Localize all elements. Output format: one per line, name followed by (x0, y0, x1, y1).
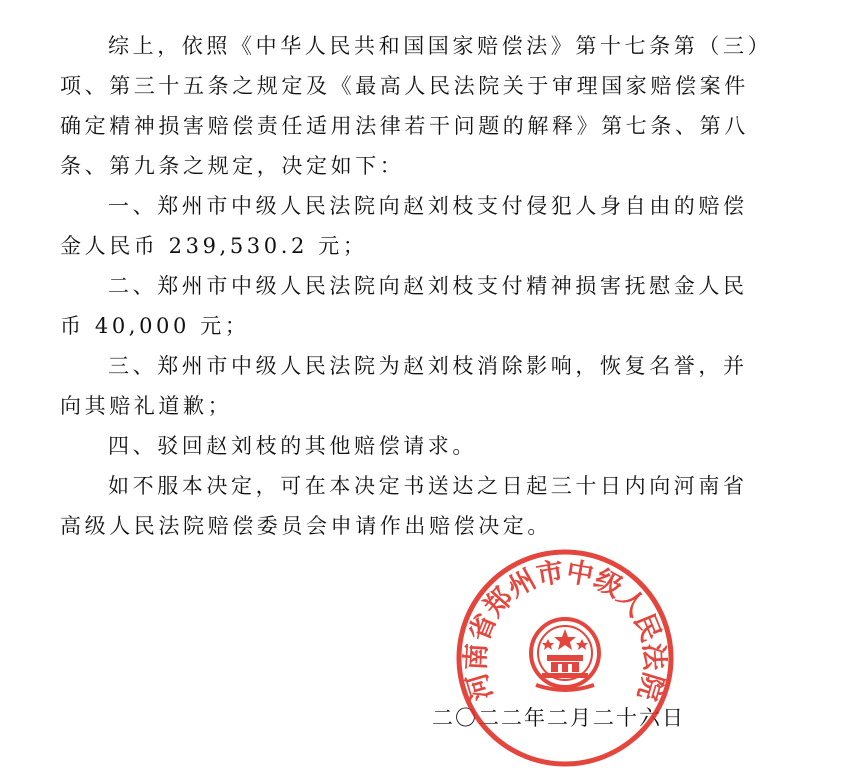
decision-date: 二〇二二年二月二十六日 (432, 706, 685, 730)
text-line: 项、第三十五条之规定及《最高人民法院关于审理国家赔偿案件 (60, 74, 749, 98)
text-line: 确定精神损害赔偿责任适用法律若干问题的解释》第七条、第八 (60, 114, 749, 138)
text-line: 高级人民法院赔偿委员会申请作出赔偿决定。 (60, 514, 552, 538)
text-line: 币 40,000 元； (60, 314, 250, 338)
decision-item-1: 一、郑州市中级人民法院向赵刘枝支付侵犯人身自由的赔偿 (108, 194, 748, 218)
decision-body (60, 26, 780, 546)
decision-item-4: 四、驳回赵刘枝的其他赔偿请求。 (108, 434, 477, 458)
text-line: 综上，依照《中华人民共和国国家赔偿法》第十七条第（三） (108, 34, 773, 58)
appeal-notice: 如不服本决定，可在本决定书送达之日起三十日内向河南省 (108, 474, 748, 498)
text-line: 向其赔礼道歉； (60, 394, 233, 418)
national-emblem-icon (531, 619, 599, 690)
seal-text: 河南省郑州市中级人民法院 (460, 556, 670, 704)
court-seal (452, 545, 678, 771)
text-line: 金人民币 239,530.2 元； (60, 234, 368, 258)
decision-item-2: 二、郑州市中级人民法院向赵刘枝支付精神损害抚慰金人民 (108, 274, 748, 298)
decision-item-3: 三、郑州市中级人民法院为赵刘枝消除影响，恢复名誉，并 (108, 354, 748, 378)
text-line: 条、第九条之规定，决定如下： (60, 154, 405, 178)
